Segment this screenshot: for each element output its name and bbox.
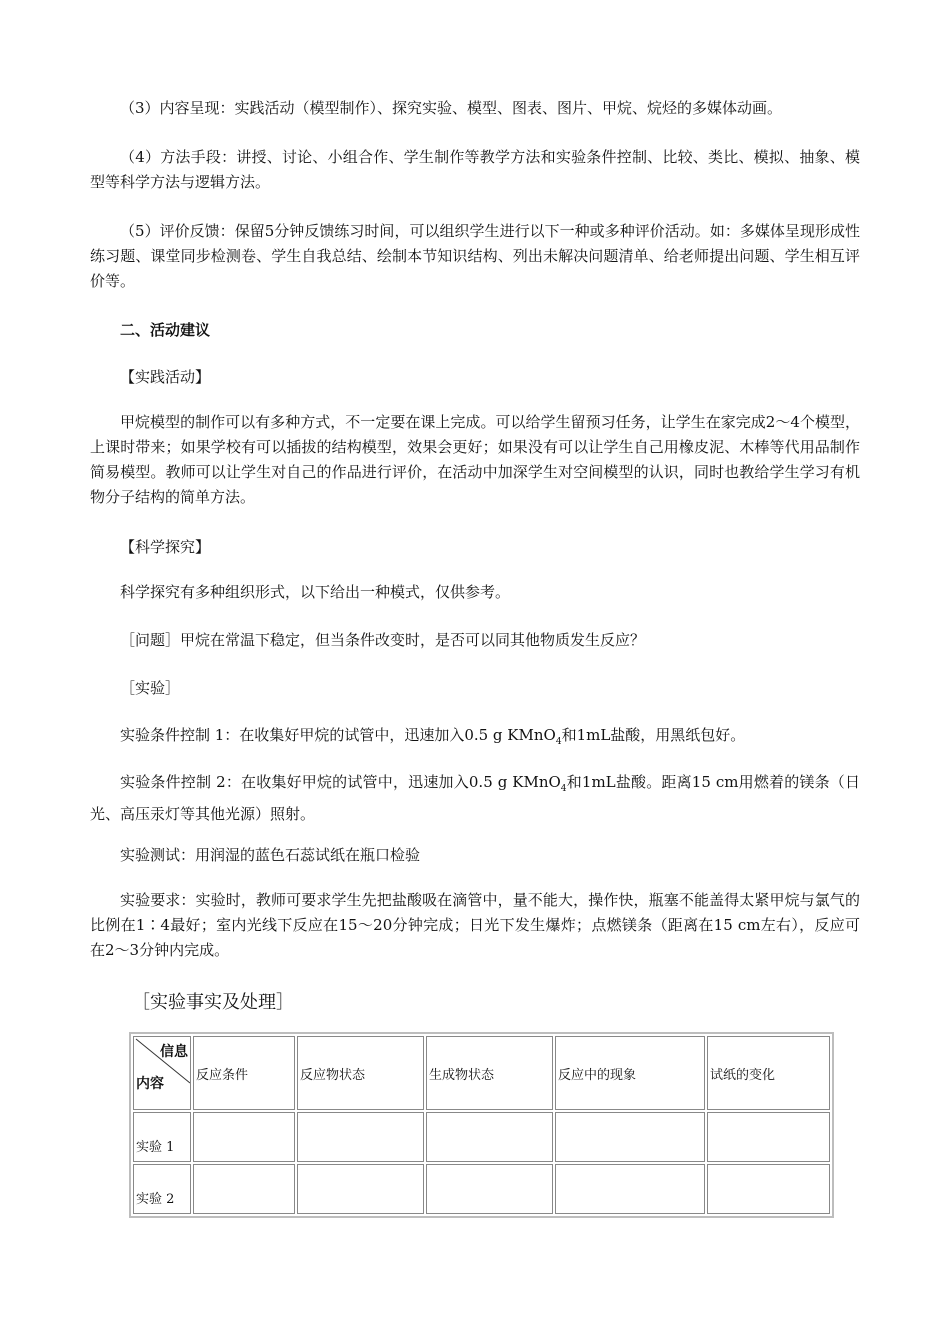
- corner-top-label: 信息: [160, 1044, 188, 1060]
- table-cell: [707, 1164, 830, 1214]
- condition-control-2: 实验条件控制 2：在收集好甲烷的试管中，迅速加入0.5 g KMnO$_4$和1mL盐酸。距离15 cm用燃着的镁条（日光、高压汞灯等其他光源）照射。: [90, 773, 860, 823]
- table-cell: [426, 1164, 553, 1214]
- inquiry-question: ［问题］甲烷在常温下稳定，但当条件改变时，是否可以同其他物质发生反应？: [120, 631, 646, 649]
- table-cell: [297, 1164, 424, 1214]
- practice-paragraph: 甲烷模型的制作可以有多种方式，不一定要在课上完成。可以给学生留预习任务，让学生在家完成2～4个模型，上课时带来；如果学校有可以插拔的结构模型，效果会更好；如果没有可以让学生自己用橡皮泥、木棒等代用品制作简易模型。教师可以让学生对自己的作品进行评价，在活动中加深学生对空间模型的认识，同时也教给学生学习有机物分子结构的简单方法。: [90, 413, 860, 506]
- table-row: [133, 1164, 830, 1214]
- table-corner-cell: [133, 1036, 191, 1110]
- corner-bottom-label: 内容: [136, 1076, 164, 1092]
- experiment-requirements: 实验要求：实验时，教师可要求学生先把盐酸吸在滴管中，量不能大，操作快，瓶塞不能盖得太紧甲烷与氯气的比例在1∶4最好；室内光线下反应在15～20分钟完成；日光下发生爆炸；点燃镁条（距离在15 cm左右），反应可在2～3分钟内完成。: [90, 891, 860, 959]
- practice-label: 【实践活动】: [120, 368, 211, 386]
- table-row: [133, 1112, 830, 1162]
- paragraph-evaluation: （5）评价反馈：保留5分钟反馈练习时间，可以组织学生进行以下一种或多种评价活动。如：多媒体呈现形成性练习题、课堂同步检测卷、学生自我总结、绘制本节知识结构、列出未解决问题清单、给老师提出问题、学生相互评价等。: [90, 222, 860, 290]
- experiment-label: ［实验］: [120, 679, 181, 697]
- table-header: 反应物状态: [297, 1036, 424, 1110]
- section-heading: 二、活动建议: [120, 321, 211, 339]
- table-header: 生成物状态: [426, 1036, 553, 1110]
- facts-label: ［实验事实及处理］: [132, 992, 294, 1013]
- table-cell: [193, 1112, 295, 1162]
- paragraph-methods: （4）方法手段：讲授、讨论、小组合作、学生制作等教学方法和实验条件控制、比较、类比、模拟、抽象、模型等科学方法与逻辑方法。: [90, 148, 860, 191]
- experiment-table: [129, 1032, 834, 1218]
- table-header-row: [133, 1036, 830, 1110]
- experiment-test: 实验测试：用润湿的蓝色石蕊试纸在瓶口检验: [120, 846, 421, 864]
- table-cell: [555, 1112, 705, 1162]
- table-cell: [707, 1112, 830, 1162]
- row-label: 实验 1: [133, 1112, 191, 1162]
- inquiry-label: 【科学探究】: [120, 538, 211, 556]
- row-label: 实验 2: [133, 1164, 191, 1214]
- table-header: 试纸的变化: [707, 1036, 830, 1110]
- inquiry-intro: 科学探究有多种组织形式，以下给出一种模式，仅供参考。: [120, 583, 511, 601]
- condition-control-1: 实验条件控制 1：在收集好甲烷的试管中，迅速加入0.5 g KMnO$_4$和1mL盐酸，用黑纸包好。: [120, 726, 746, 747]
- table-cell: [297, 1112, 424, 1162]
- table-header: 反应条件: [193, 1036, 295, 1110]
- table-cell: [193, 1164, 295, 1214]
- table-cell: [555, 1164, 705, 1214]
- table-cell: [426, 1112, 553, 1162]
- paragraph-content-presentation: （3）内容呈现：实践活动（模型制作）、探究实验、模型、图表、图片、甲烷、烷烃的多媒体动画。: [120, 99, 783, 117]
- table-header: 反应中的现象: [555, 1036, 705, 1110]
